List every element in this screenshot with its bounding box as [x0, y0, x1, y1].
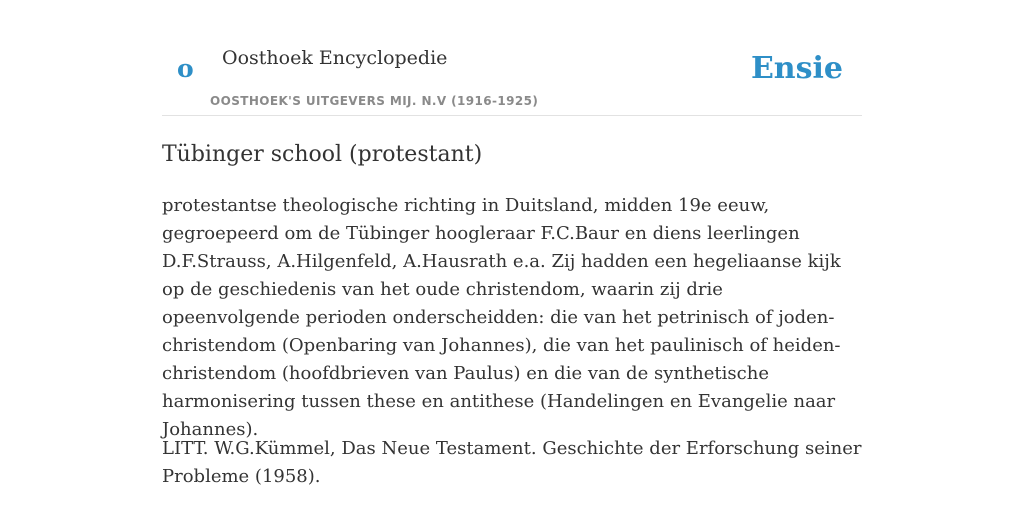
ensie-brand-link[interactable]: Ensie — [750, 51, 843, 86]
article-headword: Tübinger school (protestant) — [162, 142, 483, 167]
article-body: protestantse theologische richting in Duitsland, midden 19e eeuw, gegroepeerd om de Tübinger hoogleraar F.C.Baur en diens leerlingen D.F.Strauss, A.Hilgenfeld, A.Hausrath e.a. Zij hadden een hegeliaanse kijk op de geschiedenis van het oude christendom, waarin zij drie opeenvolgende perioden onderscheidden: die van het petrinisch of joden-christendom (Openbaring van Johannes), die van het paulinisch of heiden-christendom (hoofdbrieven van Paulus) en die van de synthetische harmonisering tussen these en antithese (Handelingen en Evangelie naar Johannes). — [162, 195, 841, 440]
encyclopedia-header — [162, 0, 862, 116]
encyclopedia-title[interactable]: Oosthoek Encyclopedie — [222, 47, 448, 69]
page — [162, 0, 862, 487]
publisher-subtitle: OOSTHOEK'S UITGEVERS MIJ. N.V (1916-1925) — [210, 94, 539, 108]
encyclopedia-logo[interactable]: o — [177, 54, 194, 83]
article-literature: LITT. W.G.Kümmel, Das Neue Testament. Geschichte der Erforschung seiner Probleme (1958). — [162, 438, 862, 487]
